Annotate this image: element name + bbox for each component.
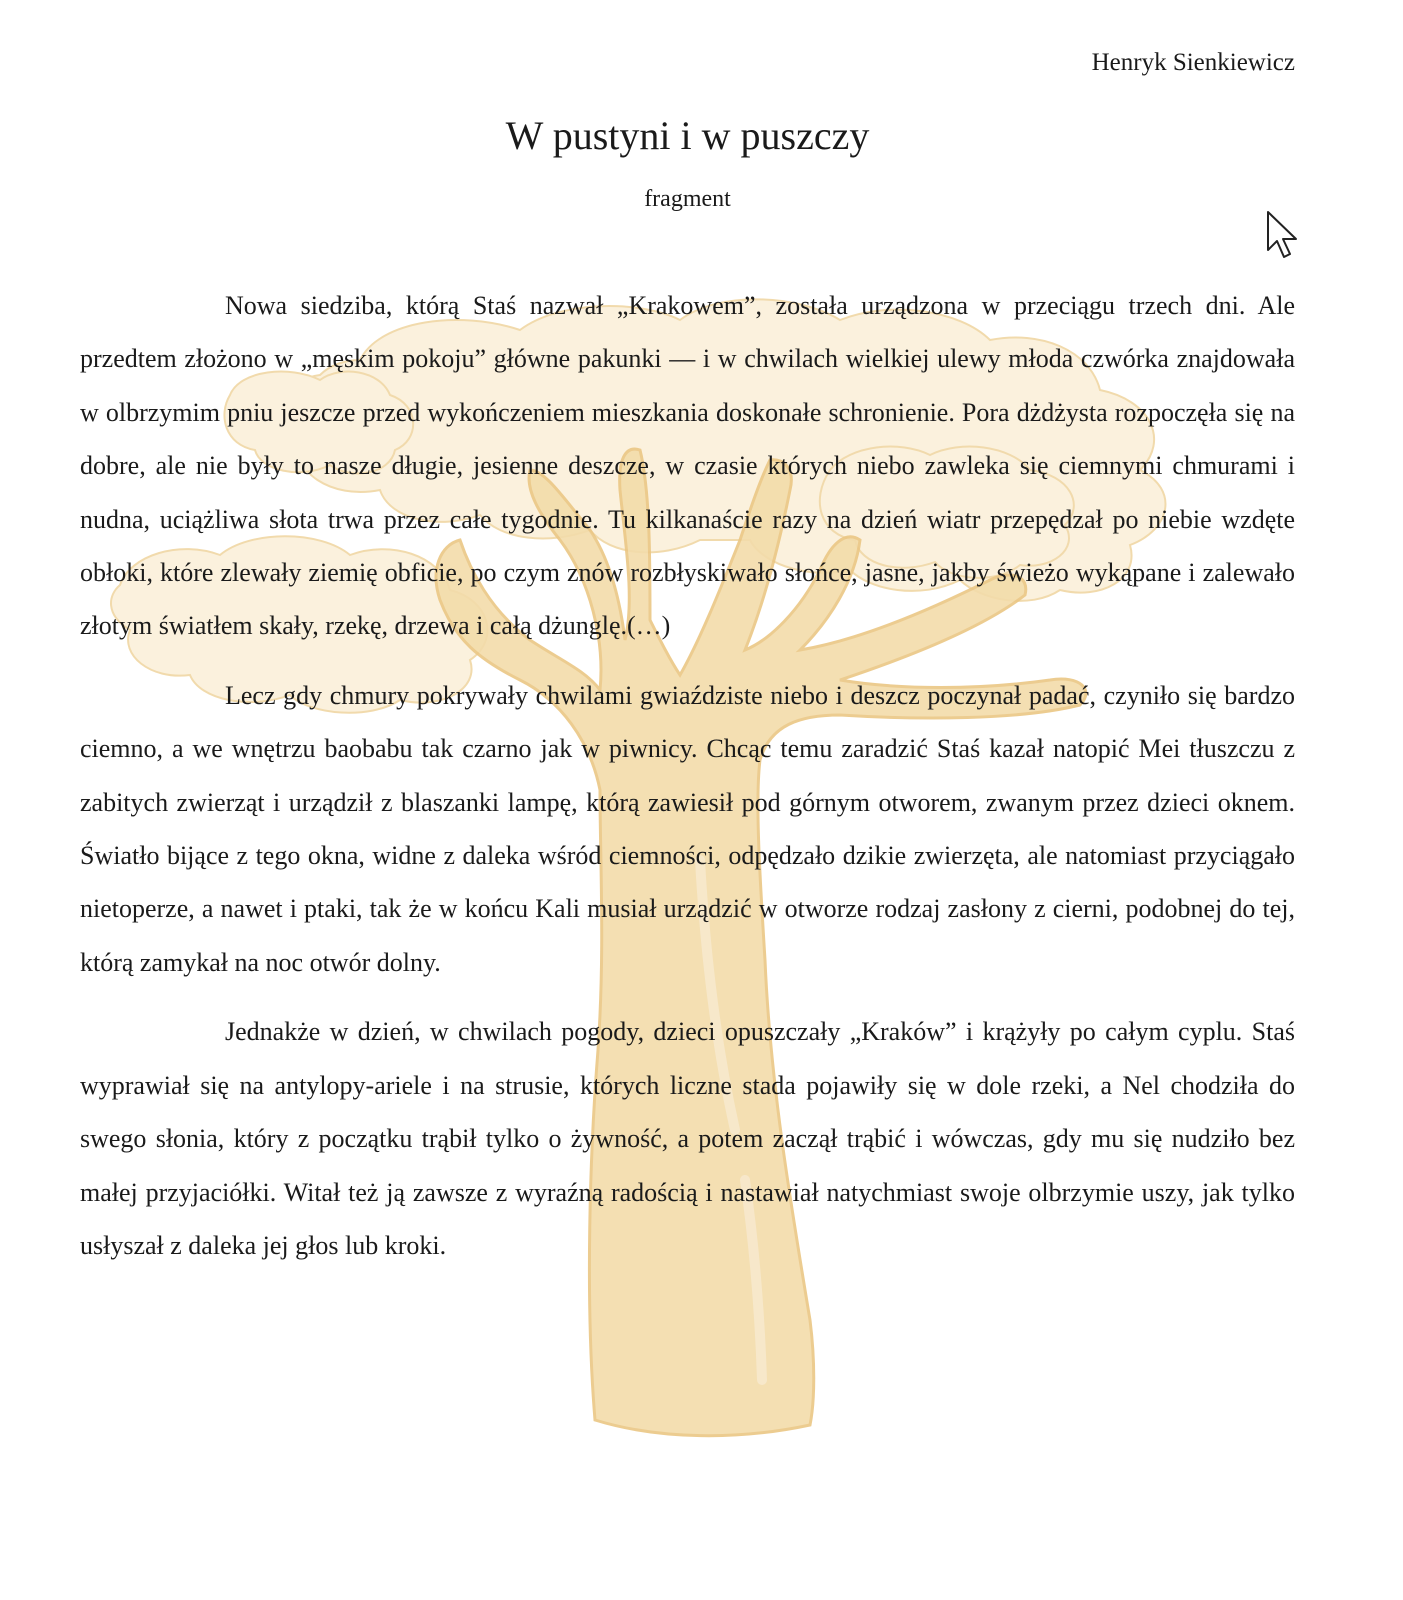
paragraph-3: Jednakże w dzień, w chwilach pogody, dzieci opuszczały „Kraków” i krążyły po całym cyplu. Staś wyprawiał się na antylopy-ariele i na strusie, których liczne stada pojawiły się w dole rzeki, a Nel chodziła do swego słonia, który z początku trąbił tylko o żywność, a potem zaczął trąbić i wówczas, gdy mu się nudziło bez małej przyjaciółki. Witał też ją zawsze z wyraźną radością i nastawiał natychmiast swoje olbrzymie uszy, jak tylko usłyszał z daleka jej głos lub kroki. bbox=[80, 1017, 1295, 1260]
document-subtitle: fragment bbox=[644, 186, 731, 212]
document-content bbox=[80, 46, 1295, 1272]
paragraph-2: Lecz gdy chmury pokrywały chwilami gwiaździste niebo i deszcz poczynał padać, czyniło się bardzo ciemno, a we wnętrzu baobabu tak czarno jak w piwnicy. Chcąc temu zaradzić Staś kazał natopić Mei tłuszczu z zabitych zwierząt i urządził z blaszanki lampę, którą zawiesił pod górnym otworem, zwanym przez dzieci oknem. Światło bijące z tego okna, widne z daleka wśród ciemności, odpędzało dzikie zwierzęta, ale natomiast przyciągało nietoperze, a nawet i ptaki, tak że w końcu Kali musiał urządzić w otworze rodzaj zasłony z cierni, podobnej do tej, którą zamykał na noc otwór dolny. bbox=[80, 680, 1295, 977]
author-name: Henryk Sienkiewicz bbox=[1091, 49, 1295, 76]
mouse-pointer-icon bbox=[1266, 210, 1300, 262]
document-title: W pustyni i w puszczy bbox=[505, 113, 870, 158]
paragraph-1: Nowa siedziba, którą Staś nazwał „Krakowem”, została urządzona w przeciągu trzech dni. Ale przedtem złożono w „męskim pokoju” główne pakunki — i w chwilach wielkiej ulewy młoda czwórka znajdowała w olbrzymim pniu jeszcze przed wykończeniem mieszkania doskonałe schronienie. Pora dżdżysta rozpoczęła się na dobre, ale nie były to nasze długie, jesienne deszcze, w czasie których niebo zawleka się ciemnymi chmurami i nudna, uciążliwa słota trwa przez całe tygodnie. Tu kilkanaście razy na dzień wiatr przepędzał po niebie wzdęte obłoki, które zlewały ziemię obficie, po czym znów rozbłyskiwało słońce, jasne, jakby świeżo wykąpane i zalewało złotym światłem skały, rzekę, drzewa i całą dżunglę.(…) bbox=[80, 291, 1295, 641]
